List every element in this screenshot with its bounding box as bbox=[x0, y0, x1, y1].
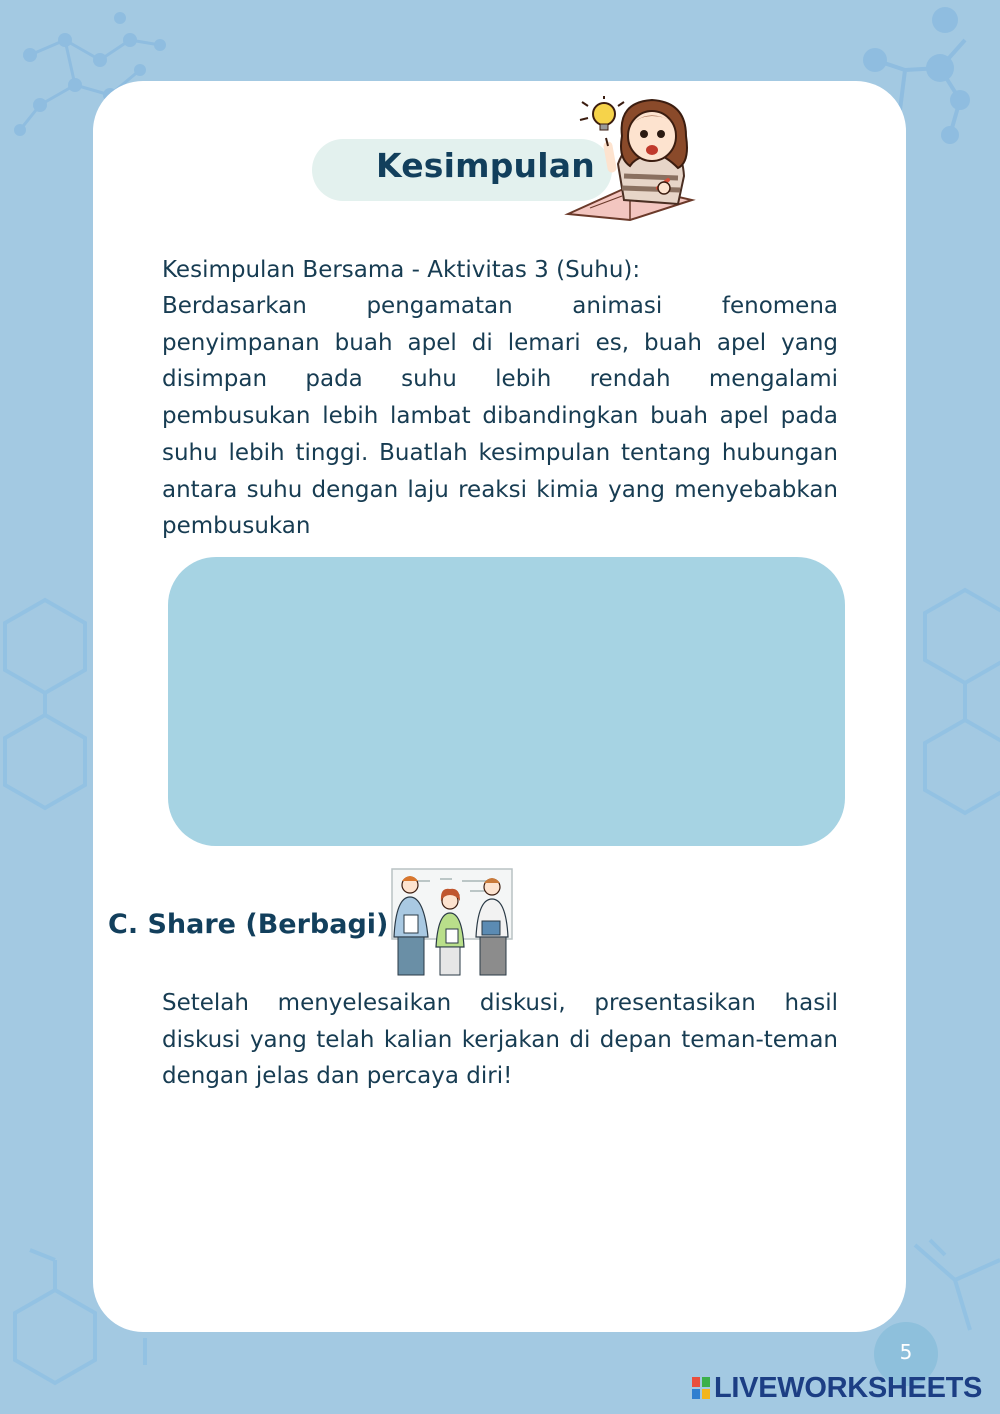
liveworksheets-logo-icon bbox=[692, 1377, 710, 1399]
liveworksheets-brand[interactable]: LIVEWORKSHEETS bbox=[714, 1372, 983, 1404]
presenting-students-illustration bbox=[390, 867, 514, 977]
girl-idea-illustration bbox=[560, 96, 700, 222]
share-section-heading: C. Share (Berbagi) bbox=[108, 909, 389, 940]
page-number: 5 bbox=[899, 1340, 913, 1364]
share-instruction-text: Setelah menyelesaikan diskusi, presentasikan hasil diskusi yang telah kalian kerjakan di depan teman-teman dengan jelas dan percaya diri! bbox=[162, 990, 838, 1090]
conclusion-answer-input[interactable] bbox=[168, 557, 845, 846]
page-title: Kesimpulan bbox=[376, 146, 595, 185]
activity-subtitle: Kesimpulan Bersama - Aktivitas 3 (Suhu): bbox=[162, 257, 641, 283]
conclusion-instruction-text: Berdasarkan pengamatan animasi fenomena penyimpanan buah apel di lemari es, buah apel yang disimpan pada suhu lebih rendah mengalami pembusukan lebih lambat dibandingkan buah apel pada suhu lebih tinggi. Buatlah kesimpulan tentang hubungan antara suhu dengan laju reaksi kimia yang menyebabkan pembusukan bbox=[162, 293, 838, 540]
